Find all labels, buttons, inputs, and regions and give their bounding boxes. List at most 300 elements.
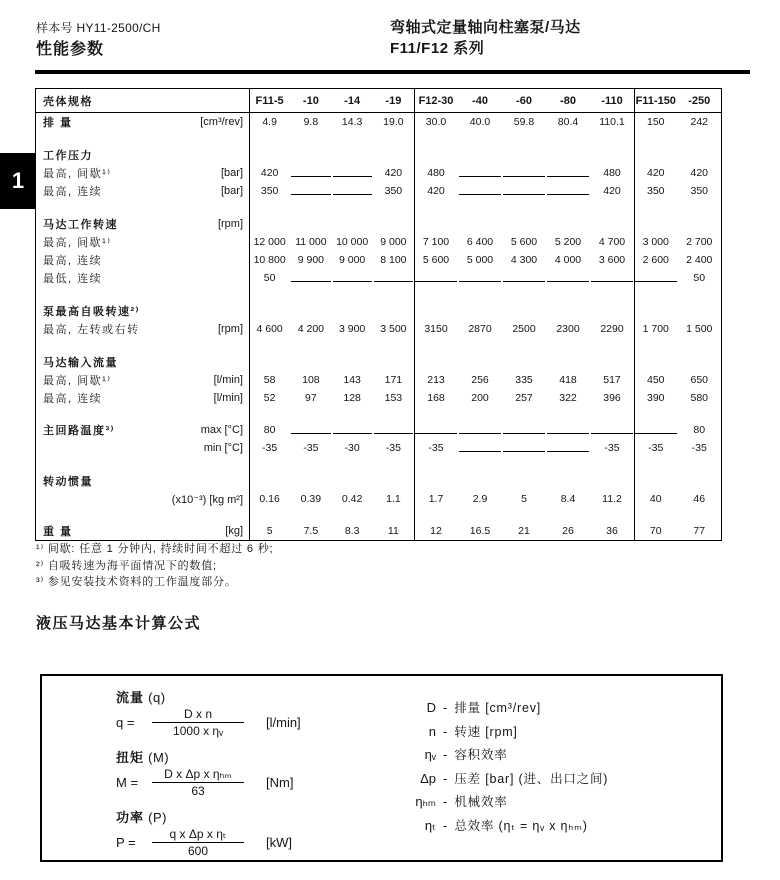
value-cell: 1 500 (686, 323, 713, 335)
continuation-line (290, 182, 331, 200)
row-label (36, 214, 249, 233)
row-label-text: 最高, 间歇¹⁾ (43, 375, 112, 387)
column-header: -110 (601, 94, 623, 107)
line (635, 433, 677, 434)
data-row (36, 522, 721, 540)
continuation-line (458, 269, 502, 287)
value-cell: 153 (384, 392, 403, 404)
footnote: ³⁾ 参见安装技术资料的工作温度部分。 (36, 576, 237, 588)
row-label-text: 最高, 连续 (43, 393, 103, 405)
continuation-line (546, 421, 590, 439)
legend-definition: 总效率 (ηₜ = ηᵥ x ηₕₘ) (454, 818, 588, 833)
value-cell (332, 214, 373, 233)
formula-unit: [l/min] (266, 715, 301, 730)
section-row (36, 352, 721, 371)
row-label-text: 主回路温度³⁾ (43, 425, 115, 437)
value-cell: 7.5 (303, 525, 319, 537)
formula-flow (116, 687, 301, 738)
value-cell: 26 (562, 525, 574, 537)
value-cell: 14.3 (341, 116, 363, 128)
value-cell: 517 (603, 374, 621, 386)
page-title: 性能参数 (36, 41, 105, 58)
value-cell: 480 (427, 167, 445, 179)
continuation-line (546, 164, 590, 182)
row-label (36, 371, 249, 389)
line (459, 176, 501, 177)
value-cell: 3 500 (380, 323, 407, 335)
legend-definition: 压差 [bar] (进、出口之间) (454, 771, 609, 786)
value-cell: 580 (690, 392, 709, 404)
value-cell: 2 700 (686, 236, 713, 248)
value-cell: 1 700 (642, 323, 669, 335)
data-row (36, 371, 721, 389)
value-cell: 1.7 (428, 493, 444, 505)
line (591, 433, 633, 434)
row-label (36, 320, 249, 338)
value-cell (634, 301, 678, 320)
section-tab: 1 (0, 153, 36, 209)
formula-equation (116, 707, 301, 738)
row-unit: [rpm] (217, 217, 243, 230)
value-cell (502, 301, 546, 320)
legend-row (390, 769, 608, 793)
doc-number: 样本号 HY11-2500/CH (36, 21, 161, 35)
data-row (36, 251, 721, 269)
continuation-line (502, 182, 546, 200)
value-cell: 80.4 (557, 116, 579, 128)
column-divider (634, 89, 635, 540)
value-cell: 350 (646, 185, 665, 197)
spacer-row (36, 457, 721, 471)
value-cell: 350 (690, 185, 709, 197)
formula-symbol: (M) (148, 750, 170, 765)
value-cell (678, 145, 722, 164)
continuation-line (458, 182, 502, 200)
continuation-line (502, 439, 546, 457)
row-label-text: 马达工作转速 (43, 218, 118, 231)
value-cell: 9 900 (297, 254, 325, 266)
continuation-line (290, 164, 331, 182)
footnote: ¹⁾ 间歇: 任意 1 分钟内, 持续时间不超过 6 秒; (36, 543, 274, 555)
value-cell: 396 (603, 392, 621, 404)
value-cell (458, 471, 502, 490)
spacer-row (36, 508, 721, 522)
value-cell: 2 400 (686, 254, 713, 266)
value-cell (546, 214, 590, 233)
value-cell (414, 471, 458, 490)
value-cell (373, 352, 414, 371)
line (503, 176, 545, 177)
value-cell: -35 (691, 442, 707, 454)
column-header: -80 (560, 94, 576, 107)
value-cell: 2870 (468, 323, 492, 335)
row-unit: [bar] (220, 185, 243, 197)
value-cell: 420 (427, 185, 445, 197)
continuation-line (373, 421, 414, 439)
value-cell: 256 (471, 374, 489, 386)
continuation-line (332, 182, 373, 200)
row-label-text: 最高, 连续 (43, 255, 103, 267)
data-row (36, 269, 721, 287)
table-header-row (36, 89, 721, 113)
formula-name-row (116, 687, 301, 706)
value-cell (502, 214, 546, 233)
data-row (36, 113, 721, 131)
value-cell: 40.0 (469, 116, 491, 128)
product-title: 弯轴式定量轴向柱塞泵/马达 (390, 19, 581, 36)
row-unit: [cm³/rev] (200, 116, 243, 128)
row-unit: [l/min] (213, 374, 243, 386)
value-cell (546, 145, 590, 164)
value-cell: 143 (343, 374, 361, 386)
fraction (152, 767, 244, 798)
formula-symbol: (q) (148, 690, 166, 705)
value-cell: 450 (646, 374, 665, 386)
value-cell: 5 (266, 525, 273, 537)
continuation-line (414, 269, 458, 287)
value-cell (590, 471, 634, 490)
formula-torque (116, 747, 301, 798)
value-cell: -35 (262, 442, 278, 454)
value-cell: 4.9 (262, 116, 277, 128)
value-cell (290, 301, 331, 320)
continuation-line (634, 421, 678, 439)
value-cell: 10 800 (253, 254, 286, 266)
spacer-row (36, 131, 721, 145)
value-cell: 40 (649, 493, 662, 505)
value-cell: 9 000 (380, 236, 407, 248)
legend-symbol: Δp (420, 770, 436, 786)
numerator: D x n (152, 707, 244, 723)
row-unit: [kg] (225, 525, 243, 537)
value-cell: 11 (387, 525, 399, 537)
legend-dash: - (443, 747, 448, 762)
row-label (36, 233, 249, 251)
column-header: -10 (302, 94, 319, 107)
value-cell: 1.1 (386, 493, 401, 505)
value-cell: -35 (385, 442, 401, 454)
value-cell (546, 471, 590, 490)
value-cell (458, 214, 502, 233)
footnote: ²⁾ 自吸转速为海平面情况下的数值; (36, 559, 217, 572)
value-cell: 390 (646, 392, 665, 404)
value-cell: 257 (515, 392, 533, 404)
value-cell (414, 145, 458, 164)
numerator: q x Δp x ηₜ (152, 827, 244, 843)
data-row (36, 421, 721, 439)
value-cell: 4 300 (510, 254, 538, 266)
line (503, 194, 545, 195)
formula-name: 流量 (116, 690, 145, 705)
value-cell: 4 700 (598, 236, 626, 248)
section-row (36, 214, 721, 233)
value-cell: 97 (305, 392, 317, 404)
formula-power (116, 807, 301, 858)
value-cell: 213 (427, 374, 445, 386)
value-cell: 59.8 (513, 116, 535, 128)
line (333, 281, 372, 282)
value-cell: 322 (559, 392, 577, 404)
legend-symbol: n (428, 723, 436, 739)
continuation-line (502, 421, 546, 439)
value-cell (502, 352, 546, 371)
row-label (36, 352, 249, 371)
value-cell (332, 301, 373, 320)
value-cell: 0.39 (300, 493, 322, 505)
line (333, 176, 372, 177)
value-cell (414, 214, 458, 233)
row-unit: min [°C] (203, 442, 243, 454)
formula-lhs: P = (116, 835, 136, 850)
value-cell: 420 (603, 185, 621, 197)
formula-list (116, 687, 301, 867)
value-cell (634, 352, 678, 371)
column-header: -14 (344, 94, 361, 107)
value-cell: 46 (693, 493, 706, 505)
value-cell: 350 (260, 185, 279, 197)
continuation-line (458, 421, 502, 439)
table-corner-label (36, 89, 249, 112)
row-label (36, 269, 249, 287)
value-cell (290, 214, 331, 233)
value-cell: 2.9 (472, 493, 488, 505)
formula-unit: [Nm] (266, 775, 294, 790)
value-cell: 150 (646, 116, 665, 128)
value-cell: -35 (303, 442, 319, 454)
row-label (36, 182, 249, 200)
row-label-text: 排 量 (43, 117, 73, 129)
value-cell: 16.5 (469, 525, 491, 537)
value-cell: 19.0 (383, 116, 404, 128)
row-label-text: 最高, 间歇¹⁾ (43, 168, 112, 180)
value-cell (458, 145, 502, 164)
value-cell: 4 600 (256, 323, 283, 335)
formula-legend (390, 698, 608, 839)
value-cell: 350 (384, 185, 403, 197)
continuation-line (590, 269, 634, 287)
value-cell (590, 214, 634, 233)
line (333, 194, 372, 195)
value-cell: 200 (471, 392, 489, 404)
spacer-row (36, 200, 721, 214)
legend-row (390, 816, 608, 840)
value-cell: 168 (427, 392, 445, 404)
row-label (36, 251, 249, 269)
value-cell: 3150 (424, 323, 448, 335)
value-cell: 50 (693, 272, 706, 284)
continuation-line (290, 421, 331, 439)
value-cell (249, 301, 290, 320)
value-cell: -35 (648, 442, 664, 454)
legend-row (390, 698, 608, 722)
continuation-line (546, 269, 590, 287)
line (374, 433, 413, 434)
value-cell: 128 (343, 392, 361, 404)
row-label-text: 最高, 连续 (43, 186, 103, 198)
value-cell (332, 145, 373, 164)
line (503, 281, 545, 282)
value-cell: 58 (263, 374, 276, 386)
row-unit: [bar] (220, 167, 243, 179)
value-cell (249, 471, 290, 490)
legend-definition: 排量 [cm³/rev] (454, 701, 542, 715)
line (415, 281, 457, 282)
value-cell (590, 352, 634, 371)
value-cell: 420 (260, 167, 279, 179)
legend-dash: - (443, 794, 448, 809)
fraction (152, 707, 244, 738)
value-cell (332, 352, 373, 371)
legend-dash: - (443, 770, 448, 786)
legend-definition: 转速 [rpm] (454, 724, 518, 739)
formulas-title: 液压马达基本计算公式 (36, 615, 202, 632)
column-divider (414, 89, 415, 540)
value-cell: 12 000 (253, 236, 286, 248)
value-cell (590, 145, 634, 164)
line (547, 281, 589, 282)
series-title: F11/F12 系列 (390, 40, 485, 57)
value-cell (373, 214, 414, 233)
continuation-line (502, 164, 546, 182)
value-cell: 420 (690, 167, 709, 179)
legend-definition: 机械效率 (454, 795, 508, 809)
value-cell (678, 214, 722, 233)
legend-symbol: D (426, 700, 436, 715)
column-divider (249, 89, 250, 540)
row-label (36, 389, 249, 407)
value-cell: 5 200 (554, 236, 582, 248)
row-label (36, 113, 249, 131)
value-cell: 9 000 (338, 254, 366, 266)
fraction (152, 827, 244, 858)
value-cell (373, 471, 414, 490)
numerator: D x Δp x ηₕₘ (152, 767, 244, 783)
value-cell: 8.4 (560, 493, 576, 505)
column-header: -250 (688, 94, 711, 107)
corner-label-text: 壳体规格 (43, 95, 93, 108)
value-cell (332, 471, 373, 490)
value-cell: 10 000 (336, 236, 369, 248)
footnotes (36, 541, 273, 591)
spacer-row (36, 407, 721, 421)
value-cell (458, 352, 502, 371)
value-cell (290, 352, 331, 371)
value-cell (634, 471, 678, 490)
section-row (36, 471, 721, 490)
row-unit: (x10⁻³) [kg m²] (171, 493, 243, 506)
value-cell: 52 (263, 392, 276, 404)
value-cell (249, 145, 290, 164)
denominator: 1000 x ηᵥ (173, 724, 223, 738)
row-label-text: 最高, 间歇¹⁾ (43, 237, 112, 249)
row-label-text: 工作压力 (43, 149, 93, 162)
line (503, 433, 545, 434)
denominator: 63 (191, 784, 205, 798)
formula-symbol: (P) (148, 810, 167, 825)
value-cell: 2 600 (642, 254, 669, 266)
row-label-text: 泵最高自吸转速²⁾ (43, 305, 140, 318)
row-label-text: 最高, 左转或右转 (43, 324, 140, 336)
value-cell: -35 (428, 442, 444, 454)
value-cell: 11.2 (602, 493, 622, 505)
column-header: -60 (516, 94, 532, 107)
row-label (36, 439, 249, 457)
column-header: F11-150 (635, 94, 676, 107)
value-cell (678, 301, 722, 320)
column-header: -40 (472, 94, 488, 107)
value-cell: 242 (690, 116, 709, 128)
line (374, 281, 413, 282)
value-cell: 30.0 (425, 116, 447, 128)
value-cell (502, 145, 546, 164)
row-unit: [rpm] (217, 323, 243, 335)
value-cell: 480 (603, 167, 621, 179)
value-cell: 50 (263, 272, 276, 284)
continuation-line (634, 269, 678, 287)
line (415, 433, 457, 434)
value-cell: 335 (515, 374, 533, 386)
value-cell: 8 100 (380, 254, 407, 266)
row-label-text: 重 量 (43, 526, 73, 538)
value-cell (290, 145, 331, 164)
formula-name-row (116, 807, 301, 826)
value-cell: 2500 (512, 323, 536, 335)
legend-row (390, 722, 608, 746)
line (291, 433, 330, 434)
value-cell: 110.1 (599, 116, 625, 128)
line (459, 433, 501, 434)
legend-symbol: ηₕₘ (415, 794, 436, 809)
section-row (36, 145, 721, 164)
value-cell: 8.3 (344, 525, 360, 537)
continuation-line (332, 269, 373, 287)
legend-symbol: ηᵥ (424, 747, 436, 762)
header-rule (35, 70, 750, 74)
formula-name: 功率 (116, 810, 145, 825)
row-label-text: 转动惯量 (43, 475, 93, 488)
value-cell: 12 (430, 525, 442, 537)
value-cell: 108 (302, 374, 320, 386)
value-cell: 6 400 (466, 236, 494, 248)
spec-table (35, 88, 722, 541)
row-label-text: 最低, 连续 (43, 273, 103, 285)
line (547, 194, 589, 195)
continuation-line (458, 439, 502, 457)
column-header: -19 (385, 94, 402, 107)
line (591, 281, 633, 282)
formula-unit: [kW] (266, 835, 292, 850)
row-unit: max [°C] (200, 424, 243, 436)
header-right (390, 17, 581, 59)
spacer-row (36, 287, 721, 301)
line (291, 281, 330, 282)
value-cell (678, 352, 722, 371)
continuation-line (590, 421, 634, 439)
value-cell: 70 (649, 525, 662, 537)
value-cell: 77 (693, 525, 706, 537)
value-cell: 2290 (600, 323, 624, 335)
continuation-line (458, 164, 502, 182)
value-cell: 5 000 (466, 254, 494, 266)
row-label (36, 145, 249, 164)
value-cell (678, 471, 722, 490)
value-cell (458, 301, 502, 320)
value-cell: 3 600 (598, 254, 626, 266)
row-label (36, 490, 249, 508)
continuation-line (373, 269, 414, 287)
data-row (36, 439, 721, 457)
value-cell: 0.16 (259, 493, 280, 505)
